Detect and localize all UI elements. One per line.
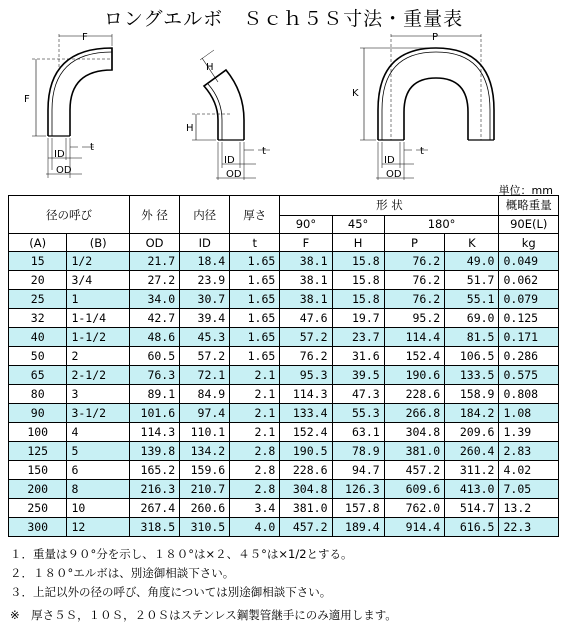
cell-kg: 0.575 (499, 366, 559, 385)
cell-h: 94.7 (332, 461, 384, 480)
cell-a: 50 (9, 347, 67, 366)
cell-p: 228.6 (384, 385, 445, 404)
cell-id: 210.7 (180, 480, 230, 499)
cell-k: 55.1 (445, 290, 499, 309)
cell-t: 1.65 (230, 309, 280, 328)
cell-a: 25 (9, 290, 67, 309)
cell-f: 304.8 (280, 480, 332, 499)
cell-t: 2.1 (230, 404, 280, 423)
cell-h: 47.3 (332, 385, 384, 404)
cell-p: 76.2 (384, 271, 445, 290)
cell-f: 47.6 (280, 309, 332, 328)
cell-f: 38.1 (280, 271, 332, 290)
cell-k: 81.5 (445, 328, 499, 347)
cell-od: 101.6 (130, 404, 180, 423)
header-deg-45: 45° (332, 215, 384, 234)
cell-b: 2-1/2 (67, 366, 130, 385)
cell-h: 126.3 (332, 480, 384, 499)
header-shape: 形 状 (280, 196, 499, 216)
header-col-f: F (280, 234, 332, 252)
cell-a: 125 (9, 442, 67, 461)
cell-f: 190.5 (280, 442, 332, 461)
cell-b: 1-1/4 (67, 309, 130, 328)
cell-od: 48.6 (130, 328, 180, 347)
cell-od: 76.3 (130, 366, 180, 385)
cell-k: 413.0 (445, 480, 499, 499)
cell-kg: 0.049 (499, 252, 559, 271)
cell-p: 762.0 (384, 499, 445, 518)
cell-id: 134.2 (180, 442, 230, 461)
cell-od: 139.8 (130, 442, 180, 461)
cell-p: 914.4 (384, 518, 445, 537)
cell-a: 150 (9, 461, 67, 480)
cell-od: 114.3 (130, 423, 180, 442)
cell-id: 23.9 (180, 271, 230, 290)
cell-p: 152.4 (384, 347, 445, 366)
spec-table (8, 195, 559, 537)
note-item: ２．１８０°エルボは、別途御相談下さい。 (10, 566, 235, 580)
cell-b: 4 (67, 423, 130, 442)
cell-t: 2.8 (230, 461, 280, 480)
header-col-a: (A) (9, 234, 67, 252)
cell-f: 133.4 (280, 404, 332, 423)
header-col-t: t (230, 234, 280, 252)
cell-t: 2.1 (230, 385, 280, 404)
elbow-90-f-top-label: F (82, 32, 88, 43)
cell-t: 2.8 (230, 442, 280, 461)
cell-id: 39.4 (180, 309, 230, 328)
cell-h: 19.7 (332, 309, 384, 328)
cell-t: 4.0 (230, 518, 280, 537)
cell-t: 2.1 (230, 423, 280, 442)
header-thickness: 厚さ (230, 196, 280, 234)
elbow-90-f-side-label: F (24, 94, 30, 105)
cell-p: 76.2 (384, 290, 445, 309)
cell-kg: 4.02 (499, 461, 559, 480)
elbow-90-id-label: ID (54, 149, 65, 160)
elbow-180-p-label: P (432, 32, 439, 43)
cell-p: 609.6 (384, 480, 445, 499)
cell-kg: 0.808 (499, 385, 559, 404)
elbow-180-id-label: ID (384, 155, 395, 166)
cell-k: 616.5 (445, 518, 499, 537)
cell-id: 45.3 (180, 328, 230, 347)
cell-p: 457.2 (384, 461, 445, 480)
header-weight-sub: 90E(L) (499, 215, 559, 234)
cell-b: 1/2 (67, 252, 130, 271)
table-row (9, 518, 559, 537)
cell-t: 2.1 (230, 366, 280, 385)
cell-kg: 0.062 (499, 271, 559, 290)
cell-kg: 0.125 (499, 309, 559, 328)
cell-t: 1.65 (230, 328, 280, 347)
cell-h: 157.8 (332, 499, 384, 518)
cell-h: 189.4 (332, 518, 384, 537)
table-row (9, 309, 559, 328)
cell-b: 1-1/2 (67, 328, 130, 347)
cell-p: 266.8 (384, 404, 445, 423)
cell-a: 250 (9, 499, 67, 518)
elbow-90-od-label: OD (56, 165, 72, 176)
cell-p: 114.4 (384, 328, 445, 347)
cell-k: 69.0 (445, 309, 499, 328)
cell-od: 216.3 (130, 480, 180, 499)
cell-f: 95.3 (280, 366, 332, 385)
table-row (9, 385, 559, 404)
elbow-45-h-top-label: H (206, 62, 214, 73)
cell-k: 49.0 (445, 252, 499, 271)
header-col-b: (B) (67, 234, 130, 252)
cell-id: 57.2 (180, 347, 230, 366)
cell-od: 267.4 (130, 499, 180, 518)
header-deg-90: 90° (280, 215, 332, 234)
elbow-45-id-label: ID (224, 155, 235, 166)
table-row (9, 404, 559, 423)
cell-k: 260.4 (445, 442, 499, 461)
header-deg-180: 180° (384, 215, 499, 234)
table-row (9, 252, 559, 271)
cell-kg: 0.286 (499, 347, 559, 366)
spec-table-body (9, 252, 559, 537)
cell-od: 89.1 (130, 385, 180, 404)
cell-t: 1.65 (230, 252, 280, 271)
elbow-180-drawing (360, 34, 494, 180)
cell-a: 65 (9, 366, 67, 385)
cell-h: 15.8 (332, 290, 384, 309)
cell-k: 184.2 (445, 404, 499, 423)
cell-p: 95.2 (384, 309, 445, 328)
cell-a: 32 (9, 309, 67, 328)
cell-od: 21.7 (130, 252, 180, 271)
cell-id: 30.7 (180, 290, 230, 309)
cell-f: 381.0 (280, 499, 332, 518)
cell-h: 55.3 (332, 404, 384, 423)
cell-kg: 0.171 (499, 328, 559, 347)
cell-h: 31.6 (332, 347, 384, 366)
cell-kg: 1.08 (499, 404, 559, 423)
cell-f: 38.1 (280, 252, 332, 271)
cell-id: 260.6 (180, 499, 230, 518)
table-row (9, 271, 559, 290)
cell-id: 310.5 (180, 518, 230, 537)
cell-b: 6 (67, 461, 130, 480)
cell-h: 23.7 (332, 328, 384, 347)
cell-k: 158.9 (445, 385, 499, 404)
cell-kg: 13.2 (499, 499, 559, 518)
cell-a: 200 (9, 480, 67, 499)
elbow-45-od-label: OD (226, 169, 242, 180)
cell-k: 106.5 (445, 347, 499, 366)
header-nominal: 径の呼び (9, 196, 130, 234)
cell-k: 514.7 (445, 499, 499, 518)
header-inner-diameter: 内径 (180, 196, 230, 234)
cell-a: 20 (9, 271, 67, 290)
elbow-diagrams (0, 30, 567, 180)
cell-b: 12 (67, 518, 130, 537)
cell-id: 110.1 (180, 423, 230, 442)
cell-kg: 22.3 (499, 518, 559, 537)
footnote: ※ 厚さ５Ｓ，１０Ｓ，２０Ｓはステンレス鋼製管継手にのみ適用します。 (10, 608, 397, 622)
table-row (9, 480, 559, 499)
cell-f: 152.4 (280, 423, 332, 442)
cell-h: 15.8 (332, 271, 384, 290)
cell-kg: 7.05 (499, 480, 559, 499)
header-col-p: P (384, 234, 445, 252)
cell-f: 114.3 (280, 385, 332, 404)
cell-p: 381.0 (384, 442, 445, 461)
elbow-45-h-side-label: H (186, 123, 194, 134)
cell-od: 34.0 (130, 290, 180, 309)
cell-a: 80 (9, 385, 67, 404)
cell-k: 133.5 (445, 366, 499, 385)
elbow-90-t-label: t (90, 142, 94, 153)
cell-a: 90 (9, 404, 67, 423)
cell-f: 38.1 (280, 290, 332, 309)
elbow-45-t-label: t (262, 146, 266, 157)
cell-od: 42.7 (130, 309, 180, 328)
cell-b: 3/4 (67, 271, 130, 290)
cell-a: 100 (9, 423, 67, 442)
header-col-k: K (445, 234, 499, 252)
cell-t: 3.4 (230, 499, 280, 518)
cell-od: 318.5 (130, 518, 180, 537)
cell-id: 72.1 (180, 366, 230, 385)
page-title: ロングエルボ Ｓｃｈ５Ｓ寸法・重量表 (103, 8, 464, 30)
table-row (9, 366, 559, 385)
note-item: １．重量は９０°分を示し、１８０°は×２、４５°は×1/2とする。 (10, 547, 353, 561)
header-col-kg: kg (499, 234, 559, 252)
cell-a: 40 (9, 328, 67, 347)
cell-t: 1.65 (230, 347, 280, 366)
header-weight: 概略重量 (499, 196, 559, 216)
cell-kg: 0.079 (499, 290, 559, 309)
cell-b: 3 (67, 385, 130, 404)
notes (10, 545, 353, 602)
cell-b: 8 (67, 480, 130, 499)
table-row (9, 328, 559, 347)
cell-t: 2.8 (230, 480, 280, 499)
cell-p: 304.8 (384, 423, 445, 442)
cell-k: 209.6 (445, 423, 499, 442)
header-col-id: ID (180, 234, 230, 252)
cell-id: 84.9 (180, 385, 230, 404)
cell-k: 51.7 (445, 271, 499, 290)
cell-f: 457.2 (280, 518, 332, 537)
cell-kg: 1.39 (499, 423, 559, 442)
elbow-90-drawing (32, 34, 112, 178)
cell-b: 3-1/2 (67, 404, 130, 423)
cell-p: 190.6 (384, 366, 445, 385)
cell-b: 10 (67, 499, 130, 518)
header-outer-diameter: 外 径 (130, 196, 180, 234)
cell-od: 60.5 (130, 347, 180, 366)
cell-p: 76.2 (384, 252, 445, 271)
elbow-180-t-label: t (420, 146, 424, 157)
cell-t: 1.65 (230, 290, 280, 309)
cell-id: 18.4 (180, 252, 230, 271)
cell-kg: 2.83 (499, 442, 559, 461)
elbow-180-od-label: OD (386, 169, 402, 180)
table-row (9, 442, 559, 461)
cell-f: 57.2 (280, 328, 332, 347)
cell-h: 78.9 (332, 442, 384, 461)
table-row (9, 499, 559, 518)
cell-b: 2 (67, 347, 130, 366)
table-row (9, 347, 559, 366)
cell-a: 300 (9, 518, 67, 537)
table-row (9, 423, 559, 442)
table-row (9, 461, 559, 480)
cell-f: 228.6 (280, 461, 332, 480)
cell-a: 15 (9, 252, 67, 271)
cell-b: 1 (67, 290, 130, 309)
table-row (9, 290, 559, 309)
cell-k: 311.2 (445, 461, 499, 480)
unit-label: 単位：mm (498, 184, 553, 197)
cell-h: 15.8 (332, 252, 384, 271)
cell-f: 76.2 (280, 347, 332, 366)
cell-od: 27.2 (130, 271, 180, 290)
cell-t: 1.65 (230, 271, 280, 290)
cell-od: 165.2 (130, 461, 180, 480)
cell-h: 39.5 (332, 366, 384, 385)
cell-id: 97.4 (180, 404, 230, 423)
cell-h: 63.1 (332, 423, 384, 442)
header-col-h: H (332, 234, 384, 252)
note-item: ３．上記以外の径の呼び、角度については別途御相談下さい。 (10, 585, 332, 599)
elbow-180-k-label: K (352, 88, 359, 99)
cell-id: 159.6 (180, 461, 230, 480)
cell-b: 5 (67, 442, 130, 461)
header-col-od: OD (130, 234, 180, 252)
